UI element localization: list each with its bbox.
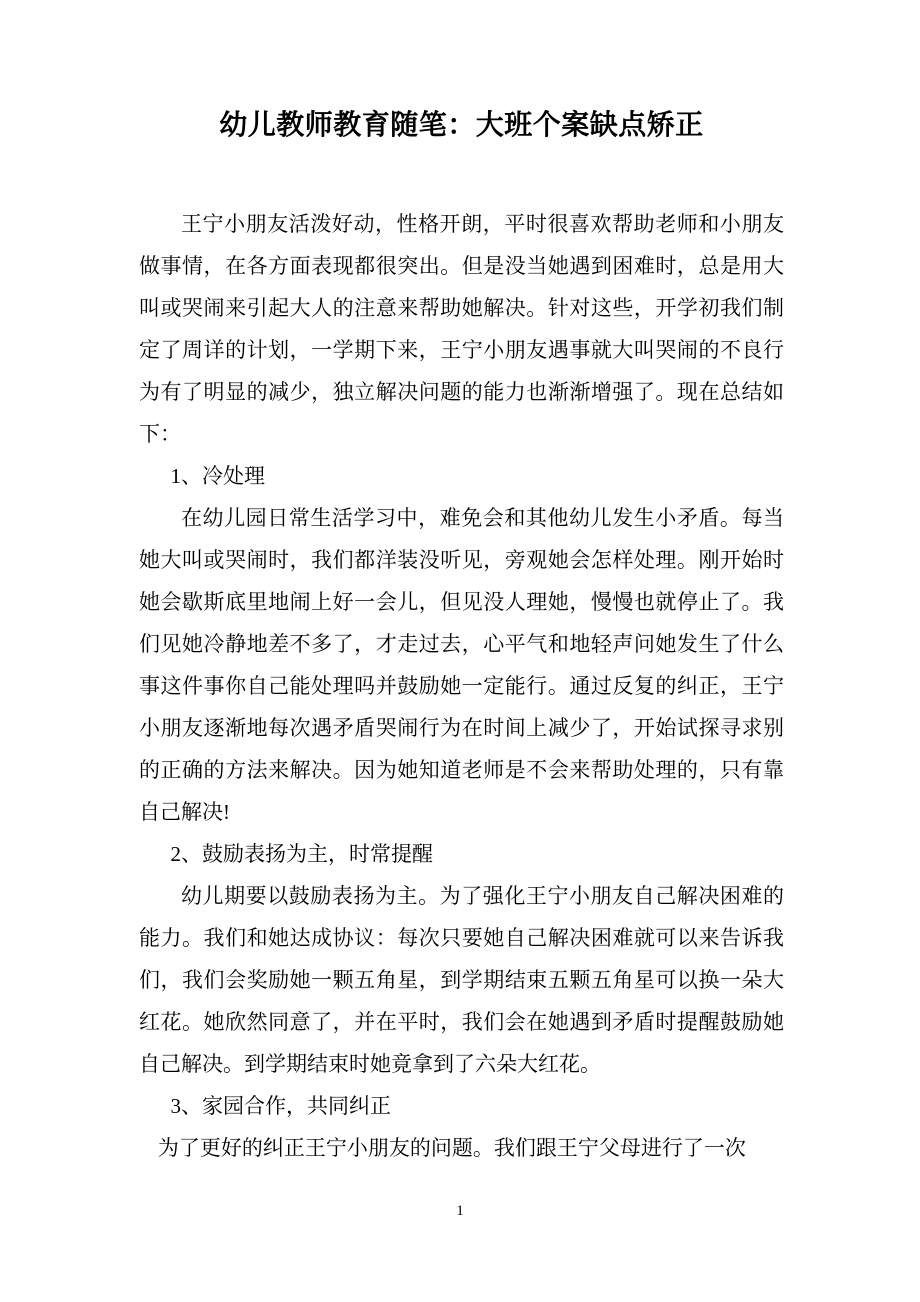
document-paragraph: 幼儿期要以鼓励表扬为主。为了强化王宁小朋友自己解决困难的能力。我们和她达成协议：每次只要她自己解决困难就可以来告诉我们，我们会奖励她一颗五角星，到学期结束五颗五角星可以换一朵大红花。她欣然同意了，并在平时，我们会在她遇到矛盾时提醒鼓励她自己解决。到学期结束时她竟拿到了六朵大红花。 <box>139 884 784 1076</box>
section-heading: 2、鼓励表扬为主，时常提醒 <box>170 842 433 866</box>
document-paragraph: 王宁小朋友活泼好动，性格开朗，平时很喜欢帮助老师和小朋友做事情，在各方面表现都很突出。但是没当她遇到困难时，总是用大叫或哭闹来引起大人的注意来帮助她解决。针对这些，开学初我们制定了周详的计划，一学期下来，王宁小朋友遇事就大叫哭闹的不良行为有了明显的减少，独立解决问题的能力也渐渐增强了。现在总结如下： <box>139 212 784 446</box>
section-heading: 3、家园合作，共同纠正 <box>170 1094 391 1118</box>
document-paragraph: 为了更好的纠正王宁小朋友的问题。我们跟王宁父母进行了一次 <box>157 1136 746 1160</box>
section-heading: 1、冷处理 <box>170 464 265 488</box>
page-number: 1 <box>456 1203 464 1219</box>
document-body <box>139 203 784 1169</box>
page-title: 幼儿教师教育随笔：大班个案缺点矫正 <box>219 110 704 141</box>
document-paragraph: 在幼儿园日常生活学习中，难免会和其他幼儿发生小矛盾。每当她大叫或哭闹时，我们都洋装没听见，旁观她会怎样处理。刚开始时她会歇斯底里地闹上好一会儿，但见没人理她，慢慢也就停止了。我们见她冷静地差不多了，才走过去，心平气和地轻声问她发生了什么事这件事你自己能处理吗并鼓励她一定能行。通过反复的纠正，王宁小朋友逐渐地每次遇矛盾哭闹行为在时间上减少了，开始试探寻求别的正确的方法来解决。因为她知道老师是不会来帮助处理的，只有靠自己解决! <box>139 506 784 824</box>
